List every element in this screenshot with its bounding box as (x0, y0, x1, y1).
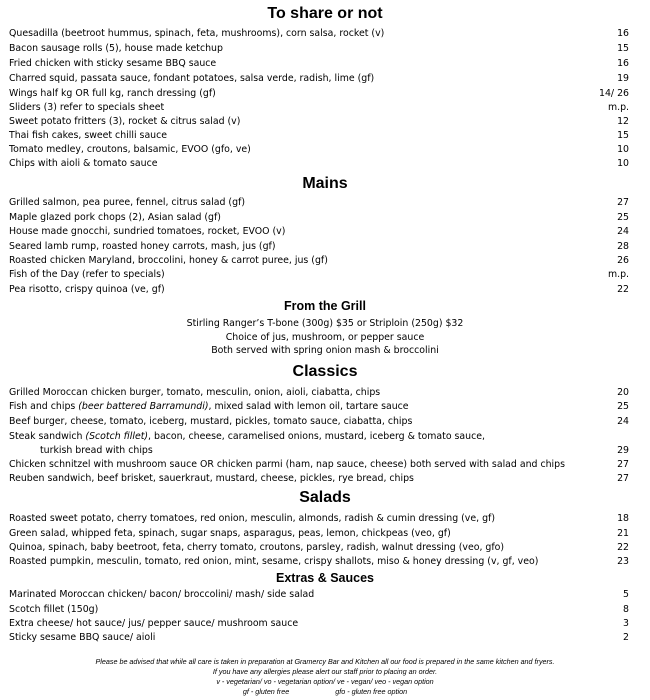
item-price: 5 (623, 589, 629, 600)
item-price: 24 (617, 226, 629, 237)
item-price: 16 (617, 28, 629, 39)
item-name: Pea risotto, crispy quinoa (ve, gf) (9, 284, 165, 295)
grill-line: Stirling Ranger’s T-bone (300g) $35 or Striploin (250g) $32 (186, 318, 464, 329)
menu-item (9, 458, 629, 472)
legend-gfo: gfo - gluten free option (335, 687, 408, 696)
legend-gf: gf - gluten free (242, 687, 290, 696)
item-price: 10 (617, 158, 629, 169)
item-price: 23 (617, 556, 629, 567)
menu-item (9, 157, 629, 171)
menu-item (9, 415, 629, 429)
item-name: Grilled Moroccan chicken burger, tomato, mesculin, onion, aioli, ciabatta, chips (9, 387, 381, 398)
item-name: Seared lamb rump, roasted honey carrots, mash, jus (gf) (9, 241, 276, 252)
item-price: 25 (617, 401, 629, 412)
item-price: 8 (623, 604, 629, 615)
menu-item (9, 527, 629, 541)
menu-item (9, 555, 629, 569)
item-name: Green salad, whipped feta, spinach, sugar snaps, asparagus, peas, lemon, chickpeas (veo, gf) (9, 528, 451, 539)
section-title-classics: Classics (292, 363, 358, 380)
menu-item (9, 268, 629, 282)
grill-line: Both served with spring onion mash & broccolini (211, 345, 439, 356)
menu-item (9, 430, 629, 444)
item-price: 22 (617, 284, 629, 295)
item-name: Tomato medley, croutons, balsamic, EVOO (gfo, ve) (9, 144, 251, 155)
item-price: m.p. (607, 102, 629, 113)
item-name: Charred squid, passata sauce, fondant potatoes, salsa verde, radish, lime (gf) (9, 73, 375, 84)
allergy-notice: If you have any allergies please alert our staff prior to placing an order. (212, 667, 438, 676)
menu-item (9, 143, 629, 157)
item-price: 27 (617, 459, 629, 470)
item-name: Sliders (3) refer to specials sheet (9, 102, 165, 113)
item-name-part: Steak sandwich (9, 431, 86, 442)
item-name (9, 430, 485, 444)
item-name: Quesadilla (beetroot hummus, spinach, feta, mushrooms), corn salsa, rocket (v) (9, 28, 385, 39)
item-name: Beef burger, cheese, tomato, iceberg, mustard, pickles, tomato sauce, ciabatta, chips (9, 416, 413, 427)
menu-item (9, 42, 629, 56)
item-price: m.p. (607, 269, 629, 280)
menu-item (9, 196, 629, 210)
item-name: Quinoa, spinach, baby beetroot, feta, cherry tomato, croutons, parsley, radish, walnut dressing (veo, gfo) (9, 542, 505, 553)
item-name-part: , bacon, cheese, caramelised onions, mustard, iceberg & tomato sauce, (148, 431, 486, 442)
item-price: 15 (617, 43, 629, 54)
menu-item (9, 541, 629, 555)
item-name: Grilled salmon, pea puree, fennel, citrus salad (gf) (9, 197, 245, 208)
item-name: Marinated Moroccan chicken/ bacon/ broccolini/ mash/ side salad (9, 589, 315, 600)
item-price: 2 (623, 632, 629, 643)
menu-item (9, 472, 629, 486)
item-name: Wings half kg OR full kg, ranch dressing (gf) (9, 88, 216, 99)
item-price: 16 (617, 58, 629, 69)
item-price: 15 (617, 130, 629, 141)
menu-item (9, 617, 629, 631)
item-price: 19 (617, 73, 629, 84)
item-price: 3 (623, 618, 629, 629)
menu-item (9, 631, 629, 645)
item-price: 14/ 26 (599, 88, 629, 99)
menu-item (9, 254, 629, 268)
item-name-part: , mixed salad with lemon oil, tartare sauce (208, 401, 409, 412)
menu-item (9, 211, 629, 225)
item-name: Roasted pumpkin, mesculin, tomato, red onion, mint, sesame, crispy shallots, miso & honey dressing (v, gf, veo) (9, 556, 539, 567)
menu-item (9, 400, 629, 414)
allergy-notice: Please be advised that while all care is taken in preparation at Gramercy Bar and Kitchen all our food is prepared in the same kitchen and fryers. (95, 657, 555, 666)
grill-line: Choice of jus, mushroom, or pepper sauce (225, 332, 425, 343)
item-name-italic: (beer battered Barramundi) (78, 401, 209, 412)
item-price: 18 (617, 513, 629, 524)
item-name: Sweet potato fritters (3), rocket & citrus salad (v) (9, 116, 241, 127)
item-name: turkish bread with chips (40, 445, 153, 456)
menu-item (9, 57, 629, 71)
item-name: Bacon sausage rolls (5), house made ketchup (9, 43, 223, 54)
item-price: 26 (617, 255, 629, 266)
menu-item (9, 283, 629, 297)
menu-item (9, 512, 629, 526)
item-price: 10 (617, 144, 629, 155)
item-price: 20 (617, 387, 629, 398)
section-title-mains: Mains (302, 175, 348, 192)
menu-item (9, 588, 629, 602)
item-name: Thai fish cakes, sweet chilli sauce (9, 130, 168, 141)
section-title-share: To share or not (267, 5, 383, 22)
menu-item (9, 27, 629, 41)
menu-item (9, 225, 629, 239)
item-name: Chips with aioli & tomato sauce (9, 158, 158, 169)
item-name (9, 400, 409, 414)
item-name: Extra cheese/ hot sauce/ jus/ pepper sauce/ mushroom sauce (9, 618, 299, 629)
item-name: Fried chicken with sticky sesame BBQ sauce (9, 58, 217, 69)
menu-item (9, 386, 629, 400)
item-name: Fish of the Day (refer to specials) (9, 269, 165, 280)
menu-item (9, 72, 629, 86)
menu-item (9, 129, 629, 143)
item-price: 12 (617, 116, 629, 127)
item-price: 21 (617, 528, 629, 539)
section-title-salads: Salads (299, 489, 351, 506)
item-name: Reuben sandwich, beef brisket, sauerkraut, mustard, cheese, pickles, rye bread, chips (9, 473, 414, 484)
item-price: 29 (617, 445, 629, 456)
section-title-grill: From the Grill (284, 299, 366, 313)
item-name-part: Fish and chips (9, 401, 79, 412)
menu-item (9, 101, 629, 115)
menu-item (9, 87, 629, 101)
item-name: Roasted sweet potato, cherry tomatoes, red onion, mesculin, almonds, radish & cumin dressing (ve, gf) (9, 513, 495, 524)
item-price: 27 (617, 197, 629, 208)
item-name: Roasted chicken Maryland, broccolini, honey & carrot puree, jus (gf) (9, 255, 328, 266)
item-name: Scotch fillet (150g) (9, 604, 99, 615)
menu-item (9, 603, 629, 617)
dietary-legend (0, 687, 650, 697)
item-name: Maple glazed pork chops (2), Asian salad (gf) (9, 212, 221, 223)
item-name: House made gnocchi, sundried tomatoes, rocket, EVOO (v) (9, 226, 286, 237)
item-name: Chicken schnitzel with mushroom sauce OR chicken parmi (ham, nap sauce, cheese) both served with salad and chips (9, 459, 565, 470)
section-title-extras: Extras & Sauces (276, 571, 374, 585)
dietary-legend: v - vegetarian/ vo - vegetarian option/ ve - vegan/ veo - vegan option (216, 677, 434, 686)
item-price: 22 (617, 542, 629, 553)
menu-item (9, 240, 629, 254)
item-price: 27 (617, 473, 629, 484)
item-price: 28 (617, 241, 629, 252)
menu-item (9, 444, 629, 458)
item-name: Sticky sesame BBQ sauce/ aioli (9, 632, 156, 643)
menu-item (9, 115, 629, 129)
item-name-italic: (Scotch fillet) (85, 431, 149, 442)
item-price: 24 (617, 416, 629, 427)
item-price: 25 (617, 212, 629, 223)
